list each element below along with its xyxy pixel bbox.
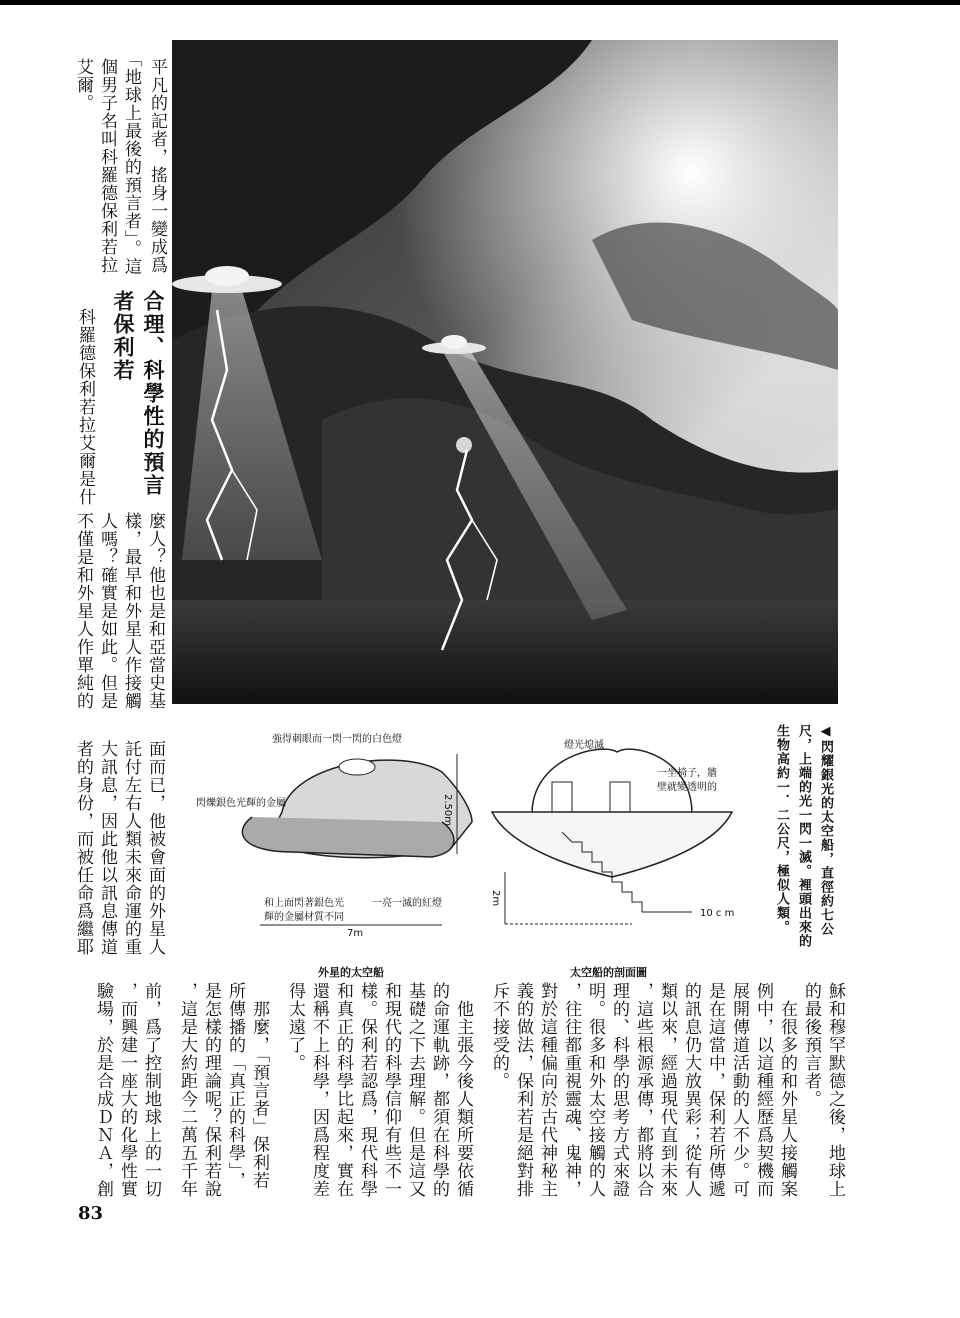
top-rule: [0, 0, 960, 5]
right-body-col-7: 的訊息仍大放異彩；從有人: [681, 982, 701, 1198]
right-body-col-20: 樣。保利若認爲，現代科學: [357, 982, 377, 1198]
page-number: 83: [78, 1203, 104, 1224]
right-body-col-9: ，這些根源承傳，都將以合: [633, 982, 653, 1198]
label-chair-2: 壁就變透明的: [657, 782, 717, 793]
left-body-col-2: 麼人？他也是和亞當史基: [145, 512, 165, 710]
intro-col-4: 艾爾。: [73, 58, 93, 112]
label-lights-off: 燈光熄滅: [564, 740, 604, 751]
right-body-col-29: ，而興建一座大的化學性實: [117, 982, 137, 1198]
ufo-storm-photo: [172, 40, 838, 704]
photo-caption: ◀閃耀銀光的太空船，直徑約七公尺，上端的光一閃一滅。裡頭出來的生物高約一．二公尺，極似人類。: [774, 724, 833, 948]
left-body-col-3: 樣，最早和外星人作接觸: [121, 512, 141, 710]
intro-col-2: 「地球上最後的預言者」。這: [121, 50, 141, 276]
ufo-diagram: [172, 712, 838, 962]
right-body-col-22: 還稱不上科學，因爲程度差: [309, 982, 329, 1198]
diagram-title-left: 外星的太空船: [318, 966, 384, 979]
right-body-col-10: 理的、科學的思考方式來證: [609, 982, 629, 1198]
label-height-2m: 2m: [490, 890, 501, 907]
left-body-col-8: 大訊息，因此他以訊息傳道: [97, 740, 117, 956]
section-heading-line-2: 者保利若: [111, 290, 135, 382]
right-body-col-4: 例中，以這種經歷爲契機而: [753, 982, 773, 1198]
left-body-col-6: 面而已，他被會面的外星人: [145, 740, 165, 956]
intro-col-1: 平凡的記者，搖身一變成爲: [147, 58, 167, 274]
left-body-col-1: 科羅德保利若拉艾爾是什: [75, 308, 95, 506]
right-body-col-25: 所傳播的「真正的科學」，: [225, 982, 245, 1190]
left-body-col-5: 不僅是和外星人作單純的: [73, 512, 93, 710]
label-step-10cm: 10 c m: [700, 908, 735, 919]
right-body-col-19: 和現代的科學信仰有些不一: [381, 982, 401, 1198]
right-body-col-3: 在很多的和外星人接觸案: [777, 1000, 797, 1198]
right-body-col-6: 是在這當中，保利若所傳遞: [705, 982, 725, 1198]
section-heading-line-1: 合理、科學性的預言: [141, 290, 165, 497]
right-body-col-23: 得太遠了。: [285, 982, 305, 1072]
right-body-col-30: 驗場，於是合成ＤＮＡ，創: [93, 982, 113, 1198]
label-silver-metal: 閃爍銀色光輝的金屬: [196, 798, 286, 809]
right-body-col-16: 他主張今後人類所要依循: [453, 1000, 473, 1198]
label-different-metal-1: 和上面閃著銀色光: [264, 898, 344, 909]
label-width-7m: 7m: [347, 928, 364, 939]
right-body-col-21: 和真正的科學比起來，實在: [333, 982, 353, 1198]
label-white-light: 強得刺眼而一閃一閃的白色燈: [272, 734, 402, 745]
label-chair-1: 一坐椅子，牆: [657, 768, 717, 779]
right-body-col-8: 類以來，經過現代直到未來: [657, 982, 677, 1198]
right-body-col-27: ，這是大約距今二萬五千年: [177, 982, 197, 1198]
right-body-col-14: 義的做法，保利若是絕對排: [513, 982, 533, 1198]
left-body-col-7: 託付左右人類未來命運的重: [121, 740, 141, 956]
right-body-col-5: 展開傳道活動的人不少。可: [729, 982, 749, 1198]
right-body-col-2: 的最後預言者。: [801, 982, 821, 1108]
right-body-col-1: 穌和穆罕默德之後，地球上: [825, 982, 845, 1198]
label-different-metal-2: 輝的金屬材質不同: [264, 912, 344, 923]
right-body-col-13: 對於這種偏向於古代神秘主: [537, 982, 557, 1198]
right-body-col-28: 前，爲了控制地球上的一切: [141, 982, 161, 1198]
right-body-col-15: 斥不接受的。: [489, 982, 509, 1090]
label-height-250: 2.50m: [442, 794, 453, 827]
right-body-col-24: 那麼，「預言者」保利若: [249, 1000, 269, 1190]
left-body-col-4: 人嗎？確實是如此。但是: [97, 512, 117, 710]
right-body-col-11: 明。很多和外太空接觸的人: [585, 982, 605, 1198]
diagram-title-right: 太空船的剖面圖: [570, 966, 647, 979]
left-body-col-9: 者的身份，而被任命爲繼耶: [73, 740, 93, 956]
right-body-col-26: 是怎樣的理論呢？保利若說: [201, 982, 221, 1198]
right-body-col-12: ，往往都重視靈魂、鬼神，: [561, 982, 581, 1198]
right-body-col-18: 基礎之下去理解。但是這又: [405, 982, 425, 1198]
label-red-light: 一亮一滅的紅燈: [372, 898, 442, 909]
intro-col-3: 個男子名叫科羅德保利若拉: [97, 58, 117, 274]
right-body-col-17: 的命運軌跡，都須在科學的: [429, 982, 449, 1198]
